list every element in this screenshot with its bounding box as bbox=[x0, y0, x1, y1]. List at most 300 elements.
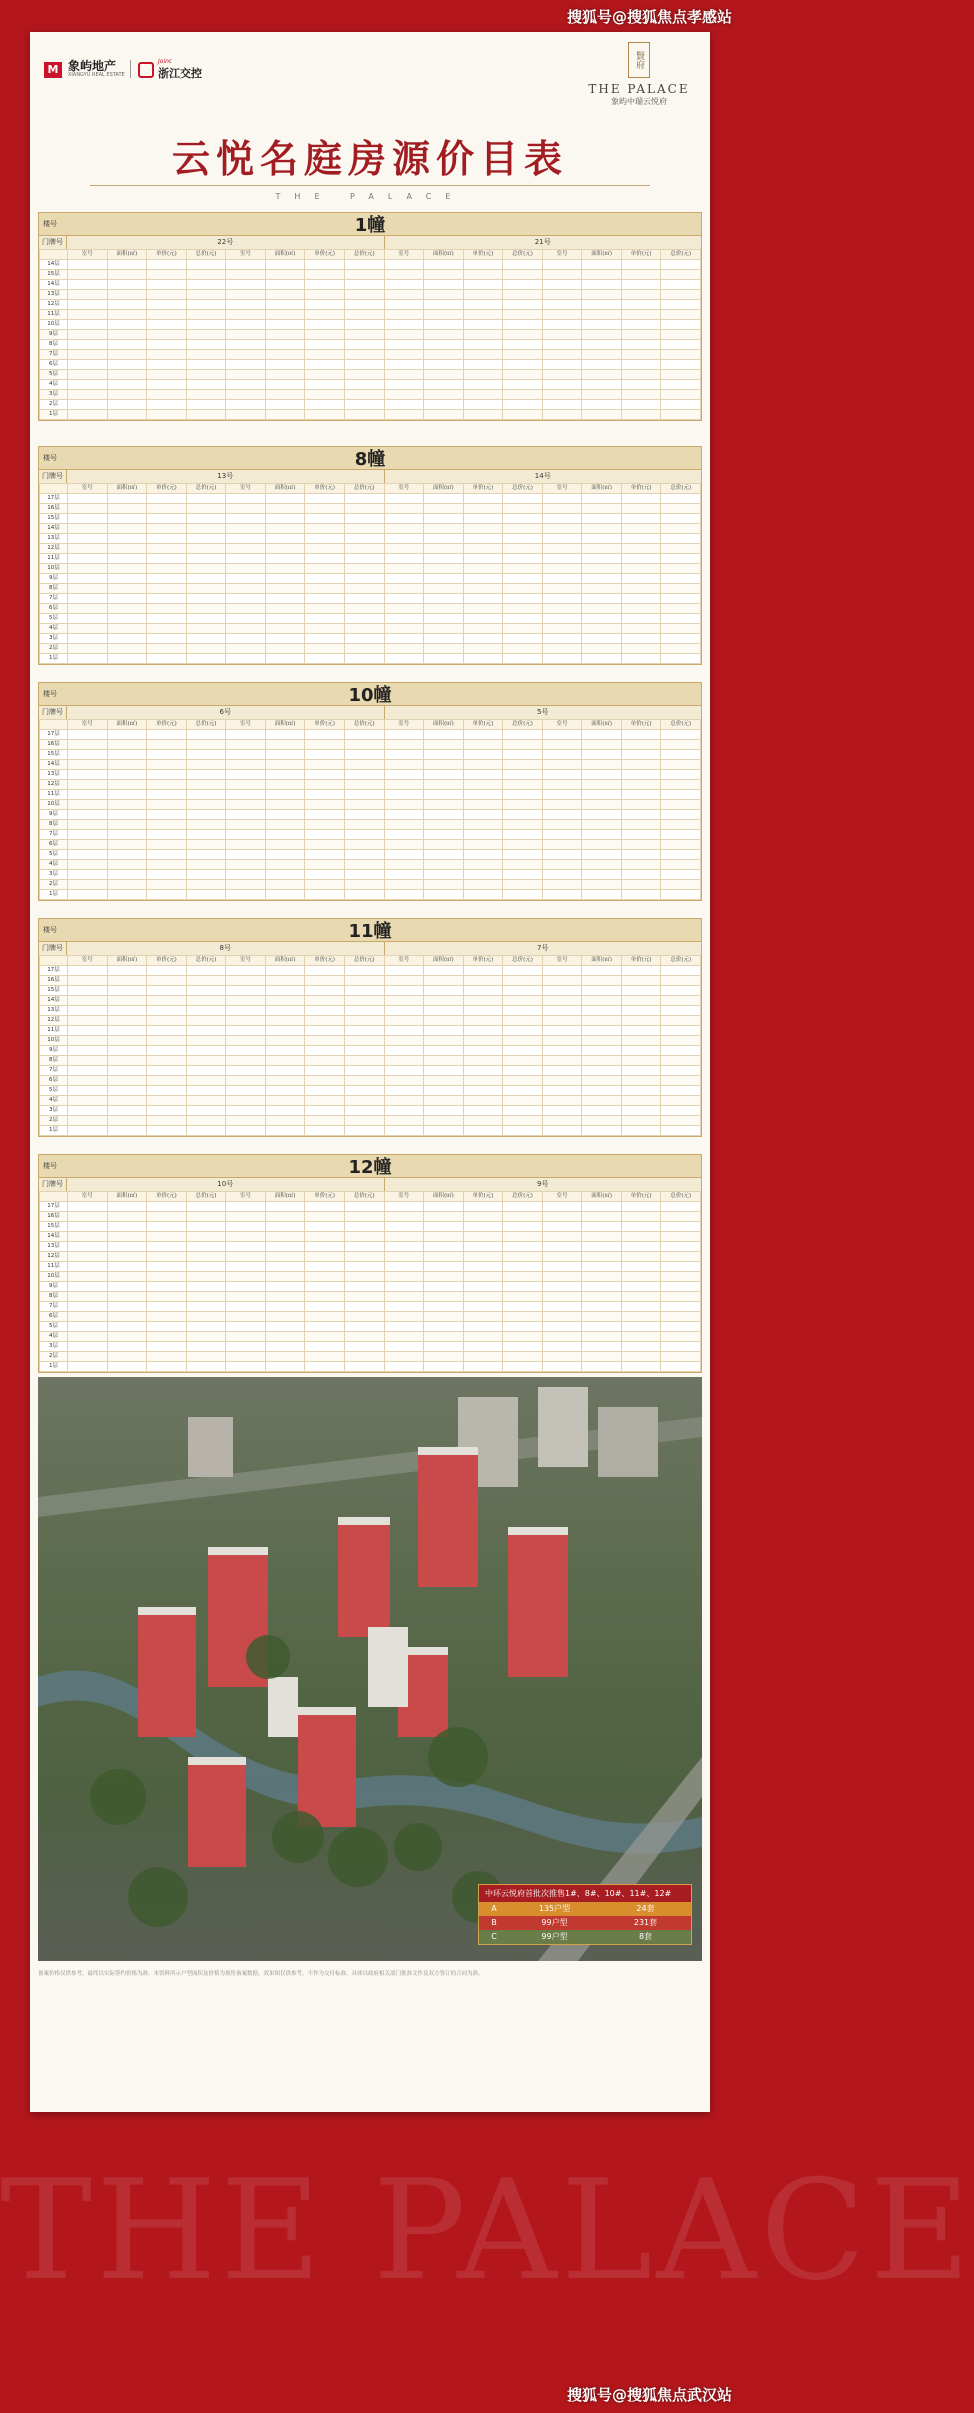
table-cell bbox=[582, 1242, 622, 1252]
floor-label: 16层 bbox=[40, 504, 68, 514]
table-cell bbox=[147, 1272, 187, 1282]
table-cell bbox=[344, 1262, 384, 1272]
table-cell bbox=[226, 340, 266, 350]
column-header: 室号 bbox=[68, 484, 108, 494]
table-cell bbox=[582, 644, 622, 654]
table-cell bbox=[661, 840, 701, 850]
table-cell bbox=[424, 380, 464, 390]
table-cell bbox=[621, 614, 661, 624]
table-cell bbox=[503, 1262, 543, 1272]
table-cell bbox=[68, 1302, 108, 1312]
table-cell bbox=[503, 564, 543, 574]
table-cell bbox=[186, 1272, 226, 1282]
table-cell bbox=[582, 554, 622, 564]
floor-label: 6层 bbox=[40, 360, 68, 370]
table-cell bbox=[147, 780, 187, 790]
table-row bbox=[40, 1322, 701, 1332]
table-cell bbox=[463, 574, 503, 584]
table-cell bbox=[226, 554, 266, 564]
table-cell bbox=[542, 360, 582, 370]
table-cell bbox=[265, 604, 305, 614]
table-cell bbox=[661, 634, 701, 644]
table-cell bbox=[305, 614, 345, 624]
table-cell bbox=[661, 730, 701, 740]
table-cell bbox=[68, 280, 108, 290]
table-cell bbox=[186, 730, 226, 740]
table-cell bbox=[147, 966, 187, 976]
table-cell bbox=[186, 400, 226, 410]
column-header: 室号 bbox=[542, 720, 582, 730]
table-cell bbox=[503, 400, 543, 410]
table-row bbox=[40, 624, 701, 634]
table-cell bbox=[226, 260, 266, 270]
table-cell bbox=[226, 494, 266, 504]
table-row bbox=[40, 544, 701, 554]
table-cell bbox=[344, 320, 384, 330]
table-cell bbox=[226, 966, 266, 976]
table-cell bbox=[147, 1106, 187, 1116]
table-cell bbox=[621, 1026, 661, 1036]
table-cell bbox=[424, 730, 464, 740]
table-cell bbox=[503, 360, 543, 370]
table-cell bbox=[305, 996, 345, 1006]
table-row bbox=[40, 850, 701, 860]
legend-count: 8套 bbox=[638, 1932, 653, 1941]
table-cell bbox=[265, 1036, 305, 1046]
table-cell bbox=[147, 1116, 187, 1126]
table-cell bbox=[503, 634, 543, 644]
table-cell bbox=[424, 750, 464, 760]
table-cell bbox=[542, 390, 582, 400]
table-cell bbox=[226, 880, 266, 890]
building-header bbox=[39, 447, 701, 469]
table-cell bbox=[265, 370, 305, 380]
table-cell bbox=[147, 1332, 187, 1342]
table-row bbox=[40, 870, 701, 880]
table-cell bbox=[305, 1046, 345, 1056]
table-cell bbox=[107, 290, 147, 300]
table-cell bbox=[503, 1362, 543, 1372]
table-cell bbox=[305, 330, 345, 340]
column-header: 总价(元) bbox=[503, 956, 543, 966]
table-cell bbox=[226, 1252, 266, 1262]
table-cell bbox=[463, 1096, 503, 1106]
table-cell bbox=[582, 544, 622, 554]
table-cell bbox=[384, 644, 424, 654]
table-cell bbox=[186, 840, 226, 850]
table-cell bbox=[226, 1026, 266, 1036]
table-cell bbox=[542, 1066, 582, 1076]
table-cell bbox=[661, 1096, 701, 1106]
floor-label: 10层 bbox=[40, 800, 68, 810]
table-cell bbox=[384, 360, 424, 370]
table-cell bbox=[107, 966, 147, 976]
table-cell bbox=[542, 280, 582, 290]
table-cell bbox=[107, 1066, 147, 1076]
price-table bbox=[39, 1191, 701, 1372]
table-cell bbox=[344, 986, 384, 996]
table-cell bbox=[503, 524, 543, 534]
table-cell bbox=[542, 820, 582, 830]
table-row bbox=[40, 730, 701, 740]
table-cell bbox=[265, 1106, 305, 1116]
table-cell bbox=[107, 840, 147, 850]
table-cell bbox=[147, 770, 187, 780]
table-cell bbox=[265, 280, 305, 290]
table-cell bbox=[621, 380, 661, 390]
floor-label: 16层 bbox=[40, 1212, 68, 1222]
table-cell bbox=[226, 1096, 266, 1106]
table-cell bbox=[661, 270, 701, 280]
table-cell bbox=[384, 780, 424, 790]
table-cell bbox=[226, 1352, 266, 1362]
table-cell bbox=[147, 1056, 187, 1066]
table-cell bbox=[68, 400, 108, 410]
table-cell bbox=[542, 644, 582, 654]
zhejiang-jiaokong-logo bbox=[138, 58, 202, 81]
table-cell bbox=[265, 504, 305, 514]
table-cell bbox=[503, 494, 543, 504]
table-cell bbox=[384, 1362, 424, 1372]
table-cell bbox=[226, 1036, 266, 1046]
table-cell bbox=[503, 514, 543, 524]
table-cell bbox=[147, 504, 187, 514]
unit-number: 9号 bbox=[537, 1180, 549, 1188]
table-cell bbox=[305, 574, 345, 584]
table-cell bbox=[186, 1016, 226, 1026]
table-cell bbox=[424, 1302, 464, 1312]
table-cell bbox=[226, 860, 266, 870]
table-cell bbox=[542, 554, 582, 564]
table-cell bbox=[344, 1106, 384, 1116]
table-cell bbox=[463, 604, 503, 614]
table-cell bbox=[542, 790, 582, 800]
table-cell bbox=[503, 750, 543, 760]
table-cell bbox=[186, 820, 226, 830]
table-cell bbox=[305, 1106, 345, 1116]
table-cell bbox=[305, 1066, 345, 1076]
table-cell bbox=[424, 340, 464, 350]
table-cell bbox=[542, 614, 582, 624]
table-cell bbox=[344, 390, 384, 400]
table-cell bbox=[147, 800, 187, 810]
table-cell bbox=[265, 830, 305, 840]
table-cell bbox=[582, 1056, 622, 1066]
table-cell bbox=[305, 880, 345, 890]
column-header-row bbox=[40, 956, 701, 966]
table-cell bbox=[621, 770, 661, 780]
table-cell bbox=[621, 1312, 661, 1322]
table-cell bbox=[424, 976, 464, 986]
table-cell bbox=[147, 654, 187, 664]
table-cell bbox=[265, 1076, 305, 1086]
table-cell bbox=[147, 554, 187, 564]
table-cell bbox=[542, 810, 582, 820]
table-cell bbox=[503, 1212, 543, 1222]
table-cell bbox=[344, 644, 384, 654]
table-cell bbox=[503, 740, 543, 750]
table-cell bbox=[424, 1046, 464, 1056]
floor-label: 12层 bbox=[40, 544, 68, 554]
table-cell bbox=[384, 770, 424, 780]
table-cell bbox=[107, 730, 147, 740]
table-cell bbox=[463, 524, 503, 534]
table-cell bbox=[68, 1086, 108, 1096]
table-cell bbox=[68, 1322, 108, 1332]
table-row bbox=[40, 654, 701, 664]
table-cell bbox=[424, 260, 464, 270]
table-cell bbox=[661, 1202, 701, 1212]
table-cell bbox=[147, 400, 187, 410]
table-cell bbox=[463, 270, 503, 280]
table-cell bbox=[582, 604, 622, 614]
table-cell bbox=[424, 1056, 464, 1066]
floor-label: 17层 bbox=[40, 730, 68, 740]
logo-divider bbox=[130, 60, 131, 78]
table-cell bbox=[265, 880, 305, 890]
table-cell bbox=[661, 1362, 701, 1372]
table-cell bbox=[226, 370, 266, 380]
table-cell bbox=[503, 1202, 543, 1212]
table-cell bbox=[542, 750, 582, 760]
table-cell bbox=[542, 494, 582, 504]
table-cell bbox=[107, 514, 147, 524]
table-cell bbox=[463, 624, 503, 634]
table-cell bbox=[384, 1096, 424, 1106]
table-cell bbox=[621, 760, 661, 770]
table-cell bbox=[463, 800, 503, 810]
table-row bbox=[40, 1232, 701, 1242]
column-header: 单价(元) bbox=[147, 484, 187, 494]
table-cell bbox=[582, 1312, 622, 1322]
table-cell bbox=[582, 1036, 622, 1046]
table-cell bbox=[503, 260, 543, 270]
legend-code: A bbox=[491, 1904, 497, 1913]
table-cell bbox=[147, 1342, 187, 1352]
floor-label: 15层 bbox=[40, 1222, 68, 1232]
xiangyu-logo-cn: 象屿地产 bbox=[68, 59, 117, 73]
table-cell bbox=[463, 850, 503, 860]
table-cell bbox=[384, 514, 424, 524]
table-cell bbox=[384, 1282, 424, 1292]
table-row bbox=[40, 996, 701, 1006]
table-cell bbox=[542, 604, 582, 614]
table-cell bbox=[344, 554, 384, 564]
table-cell bbox=[424, 270, 464, 280]
table-cell bbox=[226, 1332, 266, 1342]
table-cell bbox=[265, 524, 305, 534]
table-cell bbox=[344, 1212, 384, 1222]
table-cell bbox=[186, 270, 226, 280]
table-cell bbox=[344, 1086, 384, 1096]
table-cell bbox=[344, 1222, 384, 1232]
table-cell bbox=[582, 330, 622, 340]
table-cell bbox=[344, 860, 384, 870]
table-cell bbox=[226, 514, 266, 524]
table-cell bbox=[621, 1016, 661, 1026]
table-cell bbox=[463, 1322, 503, 1332]
table-cell bbox=[582, 770, 622, 780]
table-cell bbox=[344, 270, 384, 280]
table-cell bbox=[305, 380, 345, 390]
table-cell bbox=[424, 850, 464, 860]
table-cell bbox=[542, 654, 582, 664]
table-cell bbox=[186, 770, 226, 780]
table-cell bbox=[503, 614, 543, 624]
table-cell bbox=[463, 760, 503, 770]
floor-label: 10层 bbox=[40, 1036, 68, 1046]
table-cell bbox=[582, 1116, 622, 1126]
table-cell bbox=[68, 1212, 108, 1222]
table-cell bbox=[384, 330, 424, 340]
table-cell bbox=[186, 360, 226, 370]
table-cell bbox=[147, 524, 187, 534]
table-cell bbox=[661, 986, 701, 996]
table-cell bbox=[582, 574, 622, 584]
table-cell bbox=[661, 1302, 701, 1312]
column-header: 面积(㎡) bbox=[582, 250, 622, 260]
table-cell bbox=[542, 770, 582, 780]
table-cell bbox=[384, 260, 424, 270]
legend-type: 99户型 bbox=[541, 1918, 568, 1927]
table-cell bbox=[107, 1272, 147, 1282]
table-cell bbox=[384, 1036, 424, 1046]
column-header: 面积(㎡) bbox=[582, 720, 622, 730]
table-cell bbox=[582, 1302, 622, 1312]
table-cell bbox=[542, 996, 582, 1006]
table-cell bbox=[503, 1292, 543, 1302]
table-cell bbox=[384, 880, 424, 890]
table-cell bbox=[384, 390, 424, 400]
building-block bbox=[38, 682, 702, 901]
table-cell bbox=[226, 1262, 266, 1272]
table-cell bbox=[463, 280, 503, 290]
table-row bbox=[40, 1046, 701, 1056]
table-cell bbox=[226, 574, 266, 584]
table-cell bbox=[265, 614, 305, 624]
floor-label: 15层 bbox=[40, 270, 68, 280]
table-cell bbox=[186, 494, 226, 504]
table-cell bbox=[305, 1252, 345, 1262]
column-header: 面积(㎡) bbox=[107, 956, 147, 966]
table-cell bbox=[384, 1066, 424, 1076]
table-cell bbox=[384, 534, 424, 544]
table-cell bbox=[226, 870, 266, 880]
column-header: 面积(㎡) bbox=[582, 1192, 622, 1202]
floor-label: 4层 bbox=[40, 624, 68, 634]
table-cell bbox=[384, 654, 424, 664]
table-cell bbox=[305, 290, 345, 300]
table-cell bbox=[265, 1302, 305, 1312]
table-cell bbox=[384, 524, 424, 534]
table-cell bbox=[107, 1076, 147, 1086]
table-row bbox=[40, 634, 701, 644]
table-cell bbox=[582, 890, 622, 900]
table-cell bbox=[424, 880, 464, 890]
table-cell bbox=[661, 870, 701, 880]
table-cell bbox=[226, 1086, 266, 1096]
table-cell bbox=[344, 790, 384, 800]
table-cell bbox=[503, 544, 543, 554]
table-cell bbox=[542, 1332, 582, 1342]
table-cell bbox=[226, 564, 266, 574]
table-cell bbox=[661, 1252, 701, 1262]
table-cell bbox=[582, 320, 622, 330]
table-cell bbox=[305, 644, 345, 654]
table-cell bbox=[265, 1086, 305, 1096]
table-cell bbox=[621, 564, 661, 574]
table-cell bbox=[463, 780, 503, 790]
table-cell bbox=[344, 594, 384, 604]
table-row bbox=[40, 810, 701, 820]
table-cell bbox=[344, 820, 384, 830]
table-cell bbox=[344, 1242, 384, 1252]
unit-label: 门牌号 bbox=[39, 1178, 67, 1191]
table-cell bbox=[661, 544, 701, 554]
table-cell bbox=[186, 644, 226, 654]
floor-label: 13层 bbox=[40, 1006, 68, 1016]
table-cell bbox=[384, 1006, 424, 1016]
table-cell bbox=[661, 260, 701, 270]
table-cell bbox=[503, 644, 543, 654]
table-cell bbox=[542, 1076, 582, 1086]
table-cell bbox=[107, 260, 147, 270]
table-cell bbox=[147, 1046, 187, 1056]
table-cell bbox=[661, 1006, 701, 1016]
column-header: 面积(㎡) bbox=[424, 484, 464, 494]
column-header: 单价(元) bbox=[147, 956, 187, 966]
table-cell bbox=[107, 1212, 147, 1222]
table-cell bbox=[542, 880, 582, 890]
table-row bbox=[40, 514, 701, 524]
table-cell bbox=[186, 986, 226, 996]
table-cell bbox=[186, 594, 226, 604]
table-cell bbox=[68, 1282, 108, 1292]
table-cell bbox=[186, 810, 226, 820]
table-cell bbox=[463, 1332, 503, 1342]
table-cell bbox=[186, 370, 226, 380]
table-cell bbox=[147, 986, 187, 996]
table-cell bbox=[424, 996, 464, 1006]
floor-label: 4层 bbox=[40, 1332, 68, 1342]
table-cell bbox=[107, 1322, 147, 1332]
table-cell bbox=[503, 1302, 543, 1312]
table-cell bbox=[226, 780, 266, 790]
table-cell bbox=[424, 544, 464, 554]
table-cell bbox=[305, 310, 345, 320]
table-cell bbox=[621, 800, 661, 810]
table-cell bbox=[503, 820, 543, 830]
table-cell bbox=[186, 574, 226, 584]
table-cell bbox=[265, 380, 305, 390]
table-cell bbox=[226, 1046, 266, 1056]
table-cell bbox=[542, 1312, 582, 1322]
table-cell bbox=[463, 1056, 503, 1066]
table-cell bbox=[344, 1046, 384, 1056]
table-cell bbox=[661, 996, 701, 1006]
column-header: 单价(元) bbox=[305, 484, 345, 494]
table-cell bbox=[68, 1222, 108, 1232]
table-row bbox=[40, 644, 701, 654]
table-cell bbox=[305, 260, 345, 270]
table-cell bbox=[344, 350, 384, 360]
table-cell bbox=[186, 1086, 226, 1096]
table-cell bbox=[621, 1202, 661, 1212]
table-cell bbox=[424, 1026, 464, 1036]
floor-label: 12层 bbox=[40, 1252, 68, 1262]
table-cell bbox=[503, 1096, 543, 1106]
table-cell bbox=[582, 1332, 622, 1342]
